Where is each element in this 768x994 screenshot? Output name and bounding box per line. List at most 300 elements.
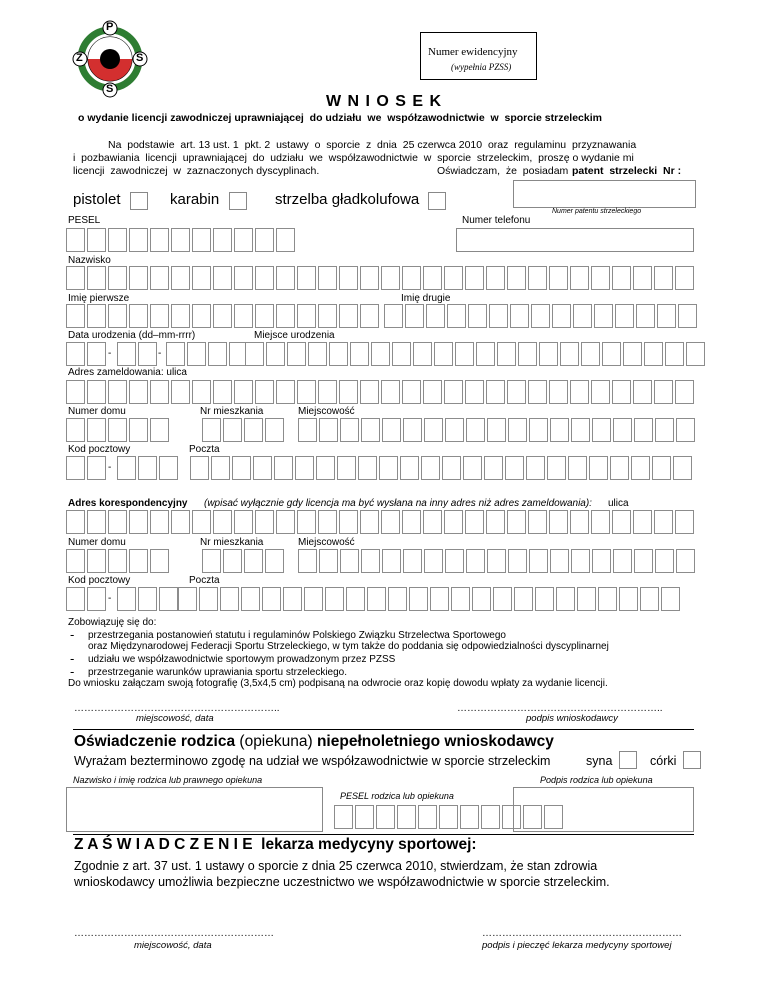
input-cell[interactable] [255, 304, 274, 328]
corr-town-input[interactable] [298, 549, 697, 573]
input-cell[interactable] [318, 304, 337, 328]
input-cell[interactable] [550, 549, 569, 573]
input-cell[interactable] [87, 510, 106, 534]
input-cell[interactable] [211, 456, 230, 480]
input-cell[interactable] [439, 805, 458, 829]
input-cell[interactable] [223, 549, 242, 573]
input-cell[interactable] [468, 304, 487, 328]
input-cell[interactable] [573, 304, 592, 328]
input-cell[interactable] [129, 380, 148, 404]
input-cell[interactable] [108, 266, 127, 290]
second-name-input[interactable] [384, 304, 699, 328]
input-cell[interactable] [484, 456, 503, 480]
input-cell[interactable] [550, 418, 569, 442]
input-cell[interactable] [150, 510, 169, 534]
doctor-place-date-dots[interactable]: …………………………………………………… [74, 928, 274, 939]
input-cell[interactable] [202, 418, 221, 442]
input-cell[interactable] [405, 304, 424, 328]
input-cell[interactable] [528, 510, 547, 534]
input-cell[interactable] [304, 587, 323, 611]
input-cell[interactable] [213, 380, 232, 404]
input-cell[interactable] [171, 380, 190, 404]
input-cell[interactable] [442, 456, 461, 480]
input-cell[interactable] [465, 266, 484, 290]
input-cell[interactable] [549, 266, 568, 290]
input-cell[interactable] [451, 587, 470, 611]
input-cell[interactable] [108, 510, 127, 534]
input-cell[interactable] [487, 418, 506, 442]
input-cell[interactable] [319, 549, 338, 573]
input-cell[interactable] [108, 228, 127, 252]
first-name-input[interactable] [66, 304, 381, 328]
input-cell[interactable] [612, 266, 631, 290]
input-cell[interactable] [612, 510, 631, 534]
input-cell[interactable] [276, 228, 295, 252]
input-cell[interactable] [319, 418, 338, 442]
input-cell[interactable] [403, 418, 422, 442]
input-cell[interactable] [654, 510, 673, 534]
input-cell[interactable] [129, 510, 148, 534]
input-cell[interactable] [489, 304, 508, 328]
input-cell[interactable] [360, 380, 379, 404]
input-cell[interactable] [298, 549, 317, 573]
corr-post-office-input[interactable] [178, 587, 682, 611]
corr-flat-number-input[interactable] [202, 549, 286, 573]
input-cell[interactable] [87, 456, 106, 480]
applicant-place-date-dots[interactable]: …………………………………………………….. [74, 703, 280, 714]
input-cell[interactable] [255, 510, 274, 534]
input-cell[interactable] [213, 510, 232, 534]
input-cell[interactable] [384, 304, 403, 328]
input-cell[interactable] [316, 456, 335, 480]
input-cell[interactable] [424, 418, 443, 442]
input-cell[interactable] [476, 342, 495, 366]
flat-number-input[interactable] [202, 418, 286, 442]
input-cell[interactable] [612, 380, 631, 404]
input-cell[interactable] [66, 266, 85, 290]
input-cell[interactable] [129, 304, 148, 328]
input-cell[interactable] [526, 456, 545, 480]
input-cell[interactable] [66, 549, 85, 573]
discipline-pistol-checkbox[interactable] [130, 192, 148, 210]
corr-house-number-input[interactable] [66, 549, 171, 573]
input-cell[interactable] [402, 266, 421, 290]
input-cell[interactable] [619, 587, 638, 611]
input-cell[interactable] [634, 549, 653, 573]
input-cell[interactable] [159, 456, 178, 480]
input-cell[interactable] [138, 342, 157, 366]
input-cell[interactable] [337, 456, 356, 480]
input-cell[interactable] [87, 266, 106, 290]
input-cell[interactable] [514, 587, 533, 611]
input-cell[interactable] [661, 587, 680, 611]
input-cell[interactable] [87, 549, 106, 573]
input-cell[interactable] [192, 228, 211, 252]
input-cell[interactable] [325, 587, 344, 611]
input-cell[interactable] [276, 266, 295, 290]
input-cell[interactable] [610, 456, 629, 480]
surname-input[interactable] [66, 266, 696, 290]
input-cell[interactable] [633, 266, 652, 290]
corr-postcode-suffix-input[interactable] [117, 587, 180, 611]
input-cell[interactable] [423, 510, 442, 534]
input-cell[interactable] [434, 342, 453, 366]
input-cell[interactable] [297, 266, 316, 290]
input-cell[interactable] [570, 380, 589, 404]
input-cell[interactable] [266, 342, 285, 366]
input-cell[interactable] [129, 549, 148, 573]
input-cell[interactable] [253, 456, 272, 480]
input-cell[interactable] [117, 342, 136, 366]
input-cell[interactable] [339, 304, 358, 328]
input-cell[interactable] [568, 456, 587, 480]
input-cell[interactable] [178, 587, 197, 611]
input-cell[interactable] [117, 587, 136, 611]
input-cell[interactable] [631, 456, 650, 480]
input-cell[interactable] [150, 549, 169, 573]
input-cell[interactable] [676, 549, 695, 573]
input-cell[interactable] [213, 304, 232, 328]
input-cell[interactable] [644, 342, 663, 366]
parent-name-input[interactable] [66, 787, 323, 832]
input-cell[interactable] [129, 266, 148, 290]
input-cell[interactable] [455, 342, 474, 366]
postcode-prefix-input[interactable] [66, 456, 108, 480]
input-cell[interactable] [376, 805, 395, 829]
input-cell[interactable] [602, 342, 621, 366]
corr-postcode-prefix-input[interactable] [66, 587, 108, 611]
birth-day-input[interactable] [66, 342, 108, 366]
input-cell[interactable] [379, 456, 398, 480]
input-cell[interactable] [423, 266, 442, 290]
input-cell[interactable] [192, 510, 211, 534]
input-cell[interactable] [392, 342, 411, 366]
input-cell[interactable] [507, 380, 526, 404]
son-checkbox[interactable] [619, 751, 637, 769]
input-cell[interactable] [424, 549, 443, 573]
applicant-signature-dots[interactable]: …………………………………………………….. [457, 703, 663, 714]
input-cell[interactable] [276, 380, 295, 404]
input-cell[interactable] [581, 342, 600, 366]
input-cell[interactable] [232, 456, 251, 480]
input-cell[interactable] [633, 510, 652, 534]
input-cell[interactable] [340, 418, 359, 442]
input-cell[interactable] [465, 380, 484, 404]
input-cell[interactable] [444, 380, 463, 404]
discipline-shotgun-checkbox[interactable] [428, 192, 446, 210]
input-cell[interactable] [295, 456, 314, 480]
input-cell[interactable] [241, 587, 260, 611]
input-cell[interactable] [655, 549, 674, 573]
input-cell[interactable] [556, 587, 575, 611]
input-cell[interactable] [510, 304, 529, 328]
input-cell[interactable] [529, 549, 548, 573]
input-cell[interactable] [66, 587, 85, 611]
input-cell[interactable] [220, 587, 239, 611]
house-number-input[interactable] [66, 418, 171, 442]
input-cell[interactable] [507, 510, 526, 534]
input-cell[interactable] [400, 456, 419, 480]
input-cell[interactable] [594, 304, 613, 328]
input-cell[interactable] [360, 304, 379, 328]
input-cell[interactable] [199, 587, 218, 611]
input-cell[interactable] [66, 304, 85, 328]
corr-street-input[interactable] [66, 510, 696, 534]
input-cell[interactable] [262, 587, 281, 611]
input-cell[interactable] [138, 456, 157, 480]
input-cell[interactable] [361, 549, 380, 573]
input-cell[interactable] [371, 342, 390, 366]
input-cell[interactable] [613, 418, 632, 442]
input-cell[interactable] [528, 380, 547, 404]
input-cell[interactable] [234, 510, 253, 534]
input-cell[interactable] [244, 418, 263, 442]
input-cell[interactable] [675, 510, 694, 534]
input-cell[interactable] [591, 266, 610, 290]
input-cell[interactable] [591, 510, 610, 534]
input-cell[interactable] [549, 380, 568, 404]
input-cell[interactable] [508, 549, 527, 573]
input-cell[interactable] [430, 587, 449, 611]
input-cell[interactable] [675, 266, 694, 290]
input-cell[interactable] [150, 380, 169, 404]
input-cell[interactable] [686, 342, 705, 366]
input-cell[interactable] [339, 266, 358, 290]
input-cell[interactable] [577, 587, 596, 611]
input-cell[interactable] [66, 456, 85, 480]
input-cell[interactable] [447, 304, 466, 328]
input-cell[interactable] [409, 587, 428, 611]
input-cell[interactable] [633, 380, 652, 404]
input-cell[interactable] [466, 549, 485, 573]
parent-signature-input[interactable] [513, 787, 694, 832]
input-cell[interactable] [213, 266, 232, 290]
input-cell[interactable] [265, 549, 284, 573]
birth-year-input[interactable] [166, 342, 250, 366]
input-cell[interactable] [192, 266, 211, 290]
input-cell[interactable] [397, 805, 416, 829]
input-cell[interactable] [308, 342, 327, 366]
input-cell[interactable] [66, 510, 85, 534]
input-cell[interactable] [460, 805, 479, 829]
input-cell[interactable] [463, 456, 482, 480]
post-office-input[interactable] [190, 456, 694, 480]
input-cell[interactable] [486, 380, 505, 404]
input-cell[interactable] [87, 587, 106, 611]
input-cell[interactable] [190, 456, 209, 480]
input-cell[interactable] [402, 510, 421, 534]
input-cell[interactable] [505, 456, 524, 480]
input-cell[interactable] [413, 342, 432, 366]
input-cell[interactable] [675, 380, 694, 404]
input-cell[interactable] [255, 380, 274, 404]
input-cell[interactable] [445, 549, 464, 573]
input-cell[interactable] [592, 418, 611, 442]
input-cell[interactable] [358, 456, 377, 480]
input-cell[interactable] [423, 380, 442, 404]
input-cell[interactable] [66, 228, 85, 252]
input-cell[interactable] [531, 304, 550, 328]
input-cell[interactable] [340, 549, 359, 573]
input-cell[interactable] [636, 304, 655, 328]
input-cell[interactable] [589, 456, 608, 480]
input-cell[interactable] [234, 304, 253, 328]
input-cell[interactable] [560, 342, 579, 366]
input-cell[interactable] [367, 587, 386, 611]
input-cell[interactable] [108, 418, 127, 442]
input-cell[interactable] [171, 510, 190, 534]
input-cell[interactable] [673, 456, 692, 480]
input-cell[interactable] [486, 266, 505, 290]
input-cell[interactable] [117, 456, 136, 480]
input-cell[interactable] [150, 266, 169, 290]
input-cell[interactable] [318, 266, 337, 290]
input-cell[interactable] [529, 418, 548, 442]
input-cell[interactable] [192, 380, 211, 404]
input-cell[interactable] [466, 418, 485, 442]
input-cell[interactable] [623, 342, 642, 366]
input-cell[interactable] [234, 380, 253, 404]
input-cell[interactable] [297, 304, 316, 328]
input-cell[interactable] [654, 380, 673, 404]
input-cell[interactable] [87, 418, 106, 442]
input-cell[interactable] [402, 380, 421, 404]
input-cell[interactable] [187, 342, 206, 366]
input-cell[interactable] [634, 418, 653, 442]
input-cell[interactable] [265, 418, 284, 442]
input-cell[interactable] [382, 418, 401, 442]
input-cell[interactable] [486, 510, 505, 534]
input-cell[interactable] [654, 266, 673, 290]
input-cell[interactable] [350, 342, 369, 366]
input-cell[interactable] [129, 418, 148, 442]
input-cell[interactable] [360, 510, 379, 534]
input-cell[interactable] [508, 418, 527, 442]
input-cell[interactable] [171, 304, 190, 328]
input-cell[interactable] [129, 228, 148, 252]
input-cell[interactable] [297, 510, 316, 534]
input-cell[interactable] [274, 456, 293, 480]
input-cell[interactable] [234, 266, 253, 290]
discipline-rifle-checkbox[interactable] [229, 192, 247, 210]
input-cell[interactable] [652, 456, 671, 480]
input-cell[interactable] [615, 304, 634, 328]
address-street-input[interactable] [66, 380, 696, 404]
input-cell[interactable] [355, 805, 374, 829]
input-cell[interactable] [297, 380, 316, 404]
input-cell[interactable] [547, 456, 566, 480]
input-cell[interactable] [360, 266, 379, 290]
input-cell[interactable] [276, 510, 295, 534]
input-cell[interactable] [421, 456, 440, 480]
input-cell[interactable] [87, 228, 106, 252]
input-cell[interactable] [66, 418, 85, 442]
input-cell[interactable] [444, 510, 463, 534]
input-cell[interactable] [287, 342, 306, 366]
input-cell[interactable] [591, 380, 610, 404]
input-cell[interactable] [381, 510, 400, 534]
input-cell[interactable] [640, 587, 659, 611]
input-cell[interactable] [171, 228, 190, 252]
input-cell[interactable] [570, 510, 589, 534]
input-cell[interactable] [66, 342, 85, 366]
input-cell[interactable] [655, 418, 674, 442]
input-cell[interactable] [108, 304, 127, 328]
input-cell[interactable] [570, 266, 589, 290]
input-cell[interactable] [159, 587, 178, 611]
input-cell[interactable] [361, 418, 380, 442]
input-cell[interactable] [329, 342, 348, 366]
input-cell[interactable] [613, 549, 632, 573]
input-cell[interactable] [150, 304, 169, 328]
input-cell[interactable] [318, 510, 337, 534]
input-cell[interactable] [87, 342, 106, 366]
input-cell[interactable] [138, 587, 157, 611]
input-cell[interactable] [592, 549, 611, 573]
input-cell[interactable] [66, 380, 85, 404]
input-cell[interactable] [381, 266, 400, 290]
input-cell[interactable] [678, 304, 697, 328]
input-cell[interactable] [108, 549, 127, 573]
postcode-suffix-input[interactable] [117, 456, 180, 480]
input-cell[interactable] [493, 587, 512, 611]
input-cell[interactable] [481, 805, 500, 829]
input-cell[interactable] [535, 587, 554, 611]
input-cell[interactable] [334, 805, 353, 829]
input-cell[interactable] [388, 587, 407, 611]
input-cell[interactable] [298, 418, 317, 442]
input-cell[interactable] [487, 549, 506, 573]
input-cell[interactable] [150, 228, 169, 252]
input-cell[interactable] [472, 587, 491, 611]
input-cell[interactable] [444, 266, 463, 290]
input-cell[interactable] [549, 510, 568, 534]
input-cell[interactable] [202, 549, 221, 573]
input-cell[interactable] [87, 380, 106, 404]
input-cell[interactable] [150, 418, 169, 442]
input-cell[interactable] [528, 266, 547, 290]
input-cell[interactable] [445, 418, 464, 442]
input-cell[interactable] [676, 418, 695, 442]
input-cell[interactable] [234, 228, 253, 252]
input-cell[interactable] [255, 266, 274, 290]
input-cell[interactable] [171, 266, 190, 290]
input-cell[interactable] [571, 418, 590, 442]
input-cell[interactable] [507, 266, 526, 290]
doctor-signature-dots[interactable]: …………………………………………………… [482, 928, 682, 939]
input-cell[interactable] [346, 587, 365, 611]
input-cell[interactable] [598, 587, 617, 611]
input-cell[interactable] [339, 380, 358, 404]
input-cell[interactable] [426, 304, 445, 328]
birth-place-input[interactable] [245, 342, 707, 366]
input-cell[interactable] [518, 342, 537, 366]
input-cell[interactable] [276, 304, 295, 328]
pesel-input[interactable] [66, 228, 297, 252]
input-cell[interactable] [465, 510, 484, 534]
input-cell[interactable] [87, 304, 106, 328]
input-cell[interactable] [283, 587, 302, 611]
input-cell[interactable] [665, 342, 684, 366]
input-cell[interactable] [382, 549, 401, 573]
input-cell[interactable] [552, 304, 571, 328]
input-cell[interactable] [166, 342, 185, 366]
input-cell[interactable] [244, 549, 263, 573]
patent-number-input[interactable] [513, 180, 696, 208]
input-cell[interactable] [213, 228, 232, 252]
input-cell[interactable] [381, 380, 400, 404]
town-input[interactable] [298, 418, 697, 442]
